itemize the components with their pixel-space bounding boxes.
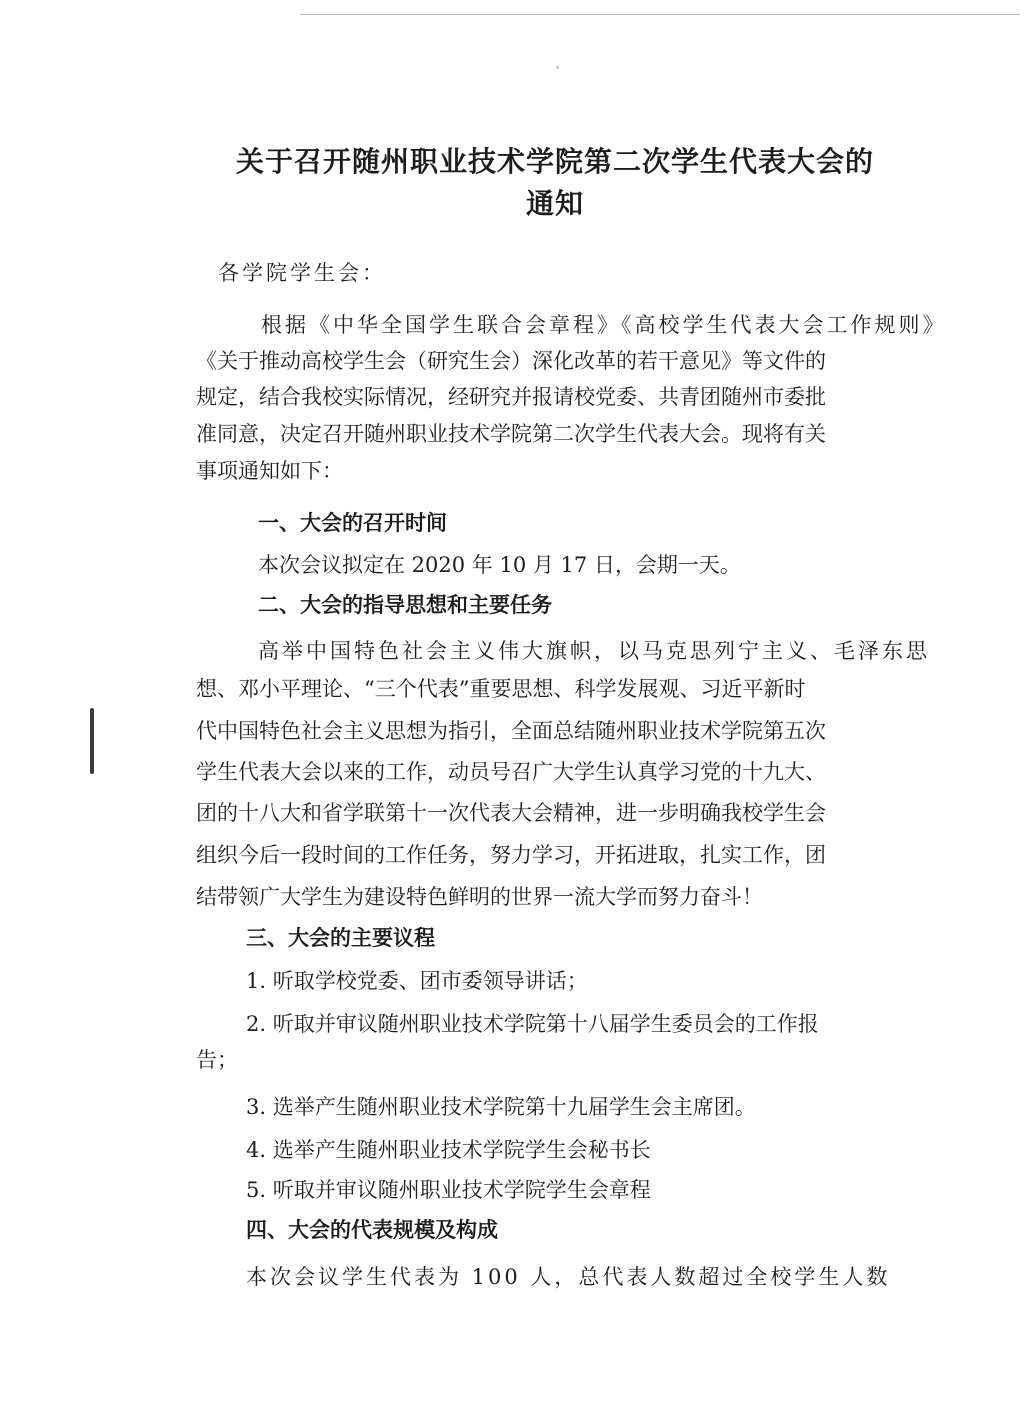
intro-line-5: 事项通知如下： (196, 459, 343, 483)
scan-binding-mark (90, 708, 94, 774)
section-1-body: 本次会议拟定在 2020 年 10 月 17 日，会期一天。 (258, 553, 741, 577)
agenda-item: 1. 听取学校党委、团市委领导讲话； (246, 969, 588, 993)
section-2-body-line: 组织今后一段时间的工作任务，努力学习，开拓进取，扎实工作，团 (196, 843, 826, 867)
intro-line-1: 根据《中华全国学生联合会章程》《高校学生代表大会工作规则》 (261, 313, 947, 337)
document-title-line-2: 通知 (525, 187, 584, 220)
scan-top-rule (300, 14, 1020, 15)
agenda-item-continuation: 告； (196, 1048, 238, 1072)
salutation: 各学院学生会： (218, 261, 386, 285)
intro-line-4: 准同意，决定召开随州职业技术学院第二次学生代表大会。现将有关 (196, 422, 826, 446)
agenda-item: 2. 听取并审议随州职业技术学院第十八届学生委员会的工作报 (246, 1012, 819, 1036)
intro-line-2: 《关于推动高校学生会（研究生会）深化改革的若干意见》等文件的 (196, 349, 826, 373)
section-3-heading: 三、大会的主要议程 (246, 926, 435, 950)
section-2-body-line: 结带领广大学生为建设特色鲜明的世界一流大学而努力奋斗！ (196, 885, 763, 909)
agenda-item: 3. 选举产生随州职业技术学院第十九届学生会主席团。 (246, 1095, 756, 1119)
section-2-body-line: 想、邓小平理论、“三个代表”重要思想、科学发展观、习近平新时 (196, 677, 806, 701)
section-2-heading: 二、大会的指导思想和主要任务 (258, 593, 552, 617)
section-2-body-line: 高举中国特色社会主义伟大旗帜，以马克思列宁主义、毛泽东思 (258, 639, 930, 663)
scan-speck (556, 66, 559, 69)
section-1-heading: 一、大会的召开时间 (258, 511, 447, 535)
section-2-body-line: 代中国特色社会主义思想为指引，全面总结随州职业技术学院第五次 (196, 719, 826, 743)
agenda-item: 5. 听取并审议随州职业技术学院学生会章程 (246, 1178, 651, 1202)
section-4-heading: 四、大会的代表规模及构成 (246, 1218, 498, 1242)
agenda-item: 4. 选举产生随州职业技术学院学生会秘书长 (246, 1138, 651, 1162)
intro-line-3: 规定，结合我校实际情况，经研究并报请校党委、共青团随州市委批 (196, 385, 826, 409)
section-4-body: 本次会议学生代表为 100 人，总代表人数超过全校学生人数 (246, 1265, 891, 1289)
document-title-line-1: 关于召开随州职业技术学院第二次学生代表大会的 (235, 145, 874, 178)
section-2-body-line: 学生代表大会以来的工作，动员号召广大学生认真学习党的十九大、 (196, 760, 826, 784)
section-2-body-line: 团的十八大和省学联第十一次代表大会精神，进一步明确我校学生会 (196, 801, 826, 825)
